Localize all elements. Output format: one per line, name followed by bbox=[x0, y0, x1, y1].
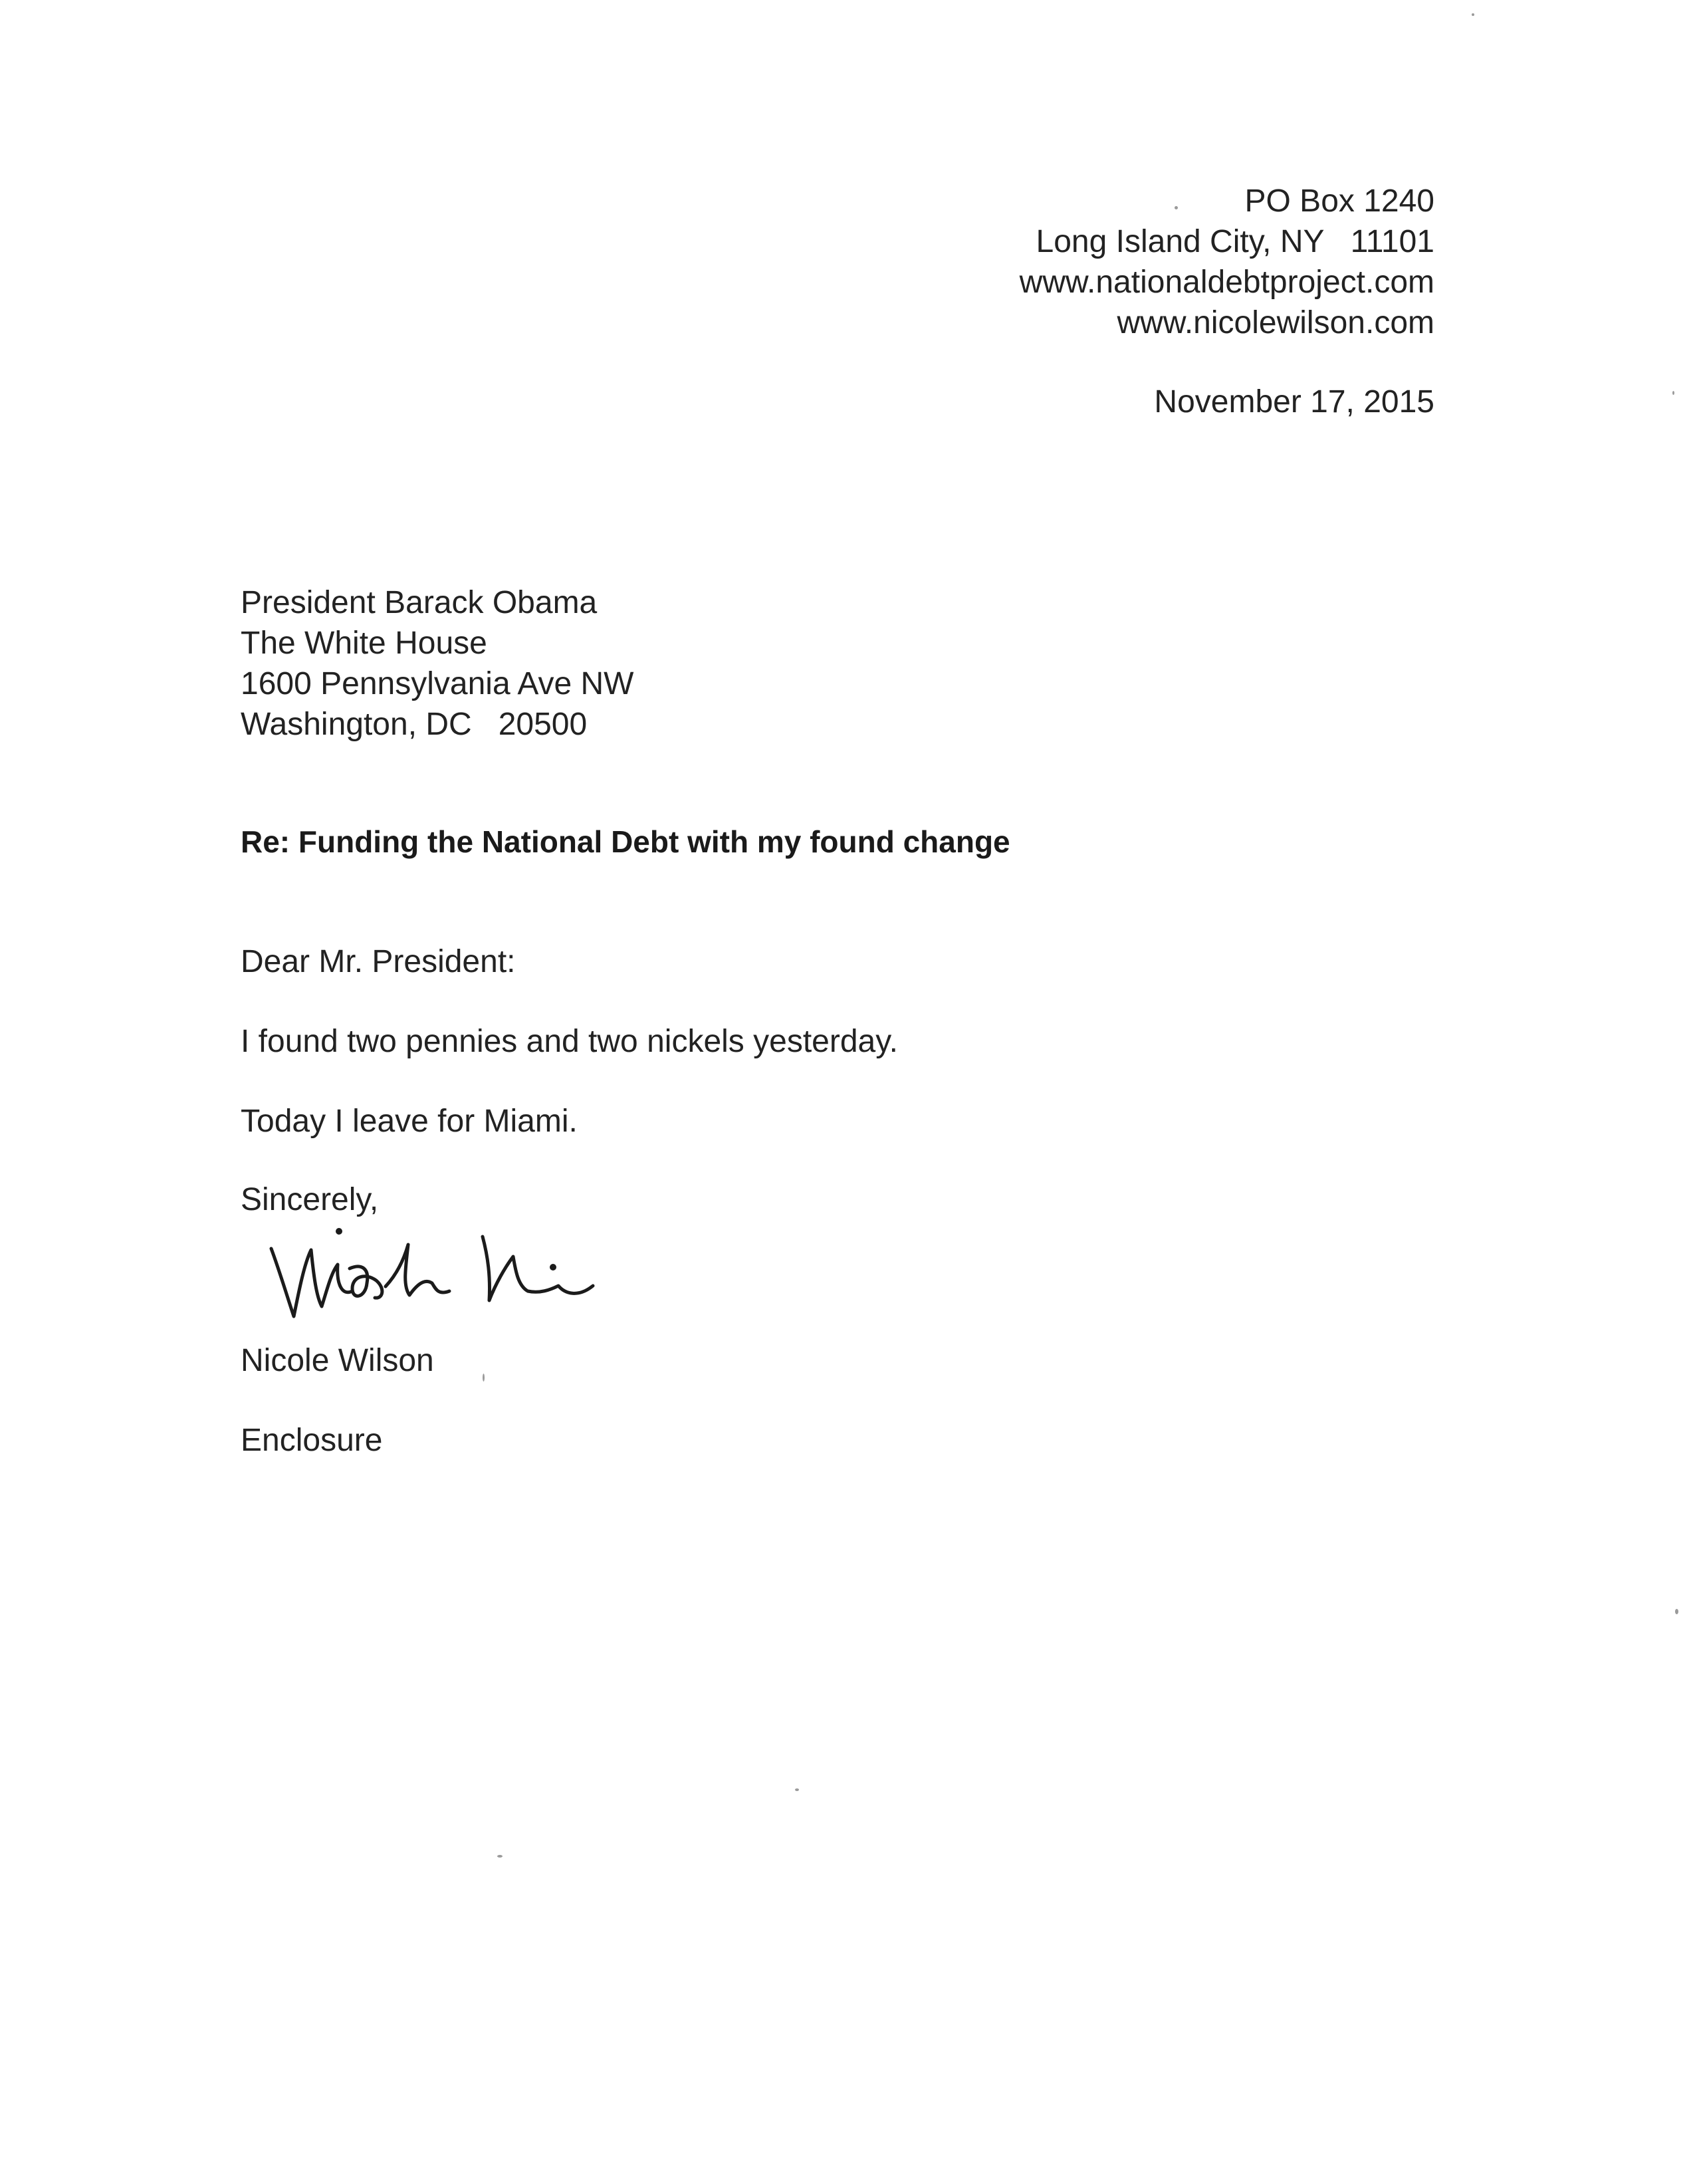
scan-speck bbox=[497, 1855, 503, 1858]
scan-speck bbox=[1175, 206, 1178, 209]
scan-speck bbox=[1675, 1609, 1678, 1614]
scan-speck bbox=[483, 1374, 485, 1382]
signer-name: Nicole Wilson bbox=[241, 1343, 434, 1378]
recipient-city-state-zip: Washington, DC 20500 bbox=[241, 707, 588, 742]
sender-website-project: www.nationaldebtproject.com bbox=[1019, 265, 1434, 300]
recipient-organization: The White House bbox=[241, 626, 487, 661]
closing: Sincerely, bbox=[241, 1182, 379, 1217]
subject-line: Re: Funding the National Debt with my found change bbox=[241, 824, 1010, 859]
sender-website-personal: www.nicolewilson.com bbox=[1117, 305, 1434, 340]
body-paragraph-1: I found two pennies and two nickels yesterday. bbox=[241, 1024, 899, 1059]
recipient-address-block bbox=[241, 582, 633, 745]
body-paragraph-2: Today I leave for Miami. bbox=[241, 1104, 578, 1139]
recipient-street: 1600 Pennsylvania Ave NW bbox=[241, 666, 634, 701]
letter-date: November 17, 2015 bbox=[1154, 384, 1434, 420]
salutation: Dear Mr. President: bbox=[241, 944, 516, 979]
recipient-name: President Barack Obama bbox=[241, 585, 598, 620]
sender-po-box: PO Box 1240 bbox=[1244, 183, 1434, 219]
sender-address-block bbox=[1020, 181, 1434, 343]
scan-speck bbox=[1672, 391, 1674, 395]
handwritten-signature-icon bbox=[253, 1217, 598, 1330]
scan-speck bbox=[1472, 13, 1474, 16]
scan-speck bbox=[795, 1788, 799, 1791]
sender-city-state-zip: Long Island City, NY 11101 bbox=[1036, 224, 1434, 259]
enclosure-note: Enclosure bbox=[241, 1423, 383, 1458]
